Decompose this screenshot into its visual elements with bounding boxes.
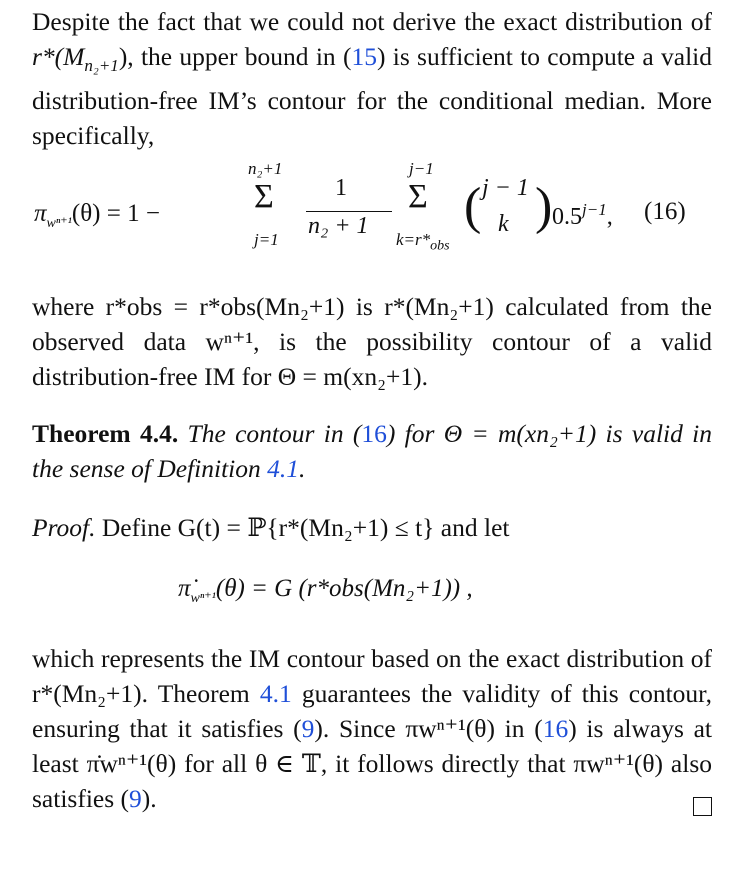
ref-eq-9-b[interactable]: 9 [129, 784, 142, 814]
theorem-text-1: The contour in ( [187, 419, 362, 449]
ref-def-4-1[interactable]: 4.1 [267, 454, 300, 484]
paragraph-intro [32, 4, 712, 153]
eq16-lhs: $\pi_{w^{n+1}}(\theta) = 1$ − [34, 200, 160, 232]
theorem-text-3: . [299, 454, 306, 484]
ref-eq-16-b[interactable]: 16 [542, 714, 569, 744]
binom-open-paren: ( [464, 178, 482, 236]
equation-pi-dot [32, 545, 712, 641]
theorem-heading: Theorem 4.4. [32, 419, 179, 449]
paragraph-conclusion [32, 641, 712, 816]
sum1-lower: j=1 [254, 230, 279, 250]
proof-heading: Proof. [32, 513, 96, 543]
theorem-text-2: ) for Θ = m(xn₂+1) is valid in the sense of Definition [32, 419, 713, 484]
intro-text-2: ), the upper bound in ( [118, 42, 352, 71]
binom-top: j − 1 [482, 175, 529, 202]
concl-text-1: which represents the IM contour based on the exact distribution of r*(Mn₂+1). Theorem [32, 644, 712, 709]
proof-text: Define G(t) = ℙ{r*(Mn₂+1) ≤ t} and let [101, 513, 510, 543]
frac-denominator: n₂ + 1 [308, 213, 369, 240]
ref-eq-16[interactable]: 16 [361, 419, 387, 449]
equation-16 [32, 153, 712, 283]
qed-box-icon [693, 789, 712, 824]
ref-thm-4-1[interactable]: 4.1 [259, 679, 292, 709]
concl-text-2: guarantees the validity of this contour, ensuring that it satisfies ( [32, 679, 713, 744]
concl-text-3: ). Since πwⁿ⁺¹(θ) in ( [314, 714, 543, 744]
theorem-4-4 [32, 416, 712, 486]
concl-text-4: ) is always at least π̇wⁿ⁺¹(θ) for all θ ∈ 𝕋, it follows directly that πwⁿ⁺¹(θ) also satisfies ( [32, 714, 712, 814]
sum1-sigma: Σ [254, 178, 274, 216]
ref-eq-15[interactable]: 15 [351, 42, 377, 71]
r-star-sub: n₂+1 [84, 56, 119, 76]
pi-dot-eq: $\pi̇_{w^{n+1}}(\theta) = G$ (r*obs(Mn₂+1)) , [178, 575, 473, 607]
binom-bottom: k [498, 211, 509, 238]
sum1-upper: n₂+1 [248, 159, 283, 179]
concl-text-5: ). [141, 784, 157, 814]
sum2-sigma: Σ [408, 178, 428, 216]
ref-eq-9[interactable]: 9 [301, 714, 315, 744]
proof-start [32, 510, 712, 545]
binom-close-paren: ) [535, 178, 553, 236]
sum2-upper: j−1 [409, 159, 434, 179]
r-star-term: r*(M [32, 42, 85, 71]
eq16-tail: $0.5^{j-1}$, [552, 200, 613, 231]
where-text: where r*obs = r*obs(Mn₂+1) is r*(Mn₂+1) calculated from the observed data wⁿ⁺¹, is the possibility contour of a valid distribution-free IM for Θ = m(xn₂+1). [32, 292, 712, 392]
paper-page [32, 4, 712, 824]
frac-numerator: 1 [335, 175, 347, 202]
intro-text-1: Despite the fact that we could not derive the exact distribution of [32, 7, 712, 36]
paragraph-where [32, 289, 712, 394]
eq16-label: (16) [644, 198, 686, 226]
sum2-lower: $k=r*_{obs}$ [396, 230, 450, 254]
intro-text-3: ) is sufficient to compute a valid distribution-free IM’s contour for the conditional median. More specifically, [32, 42, 713, 151]
